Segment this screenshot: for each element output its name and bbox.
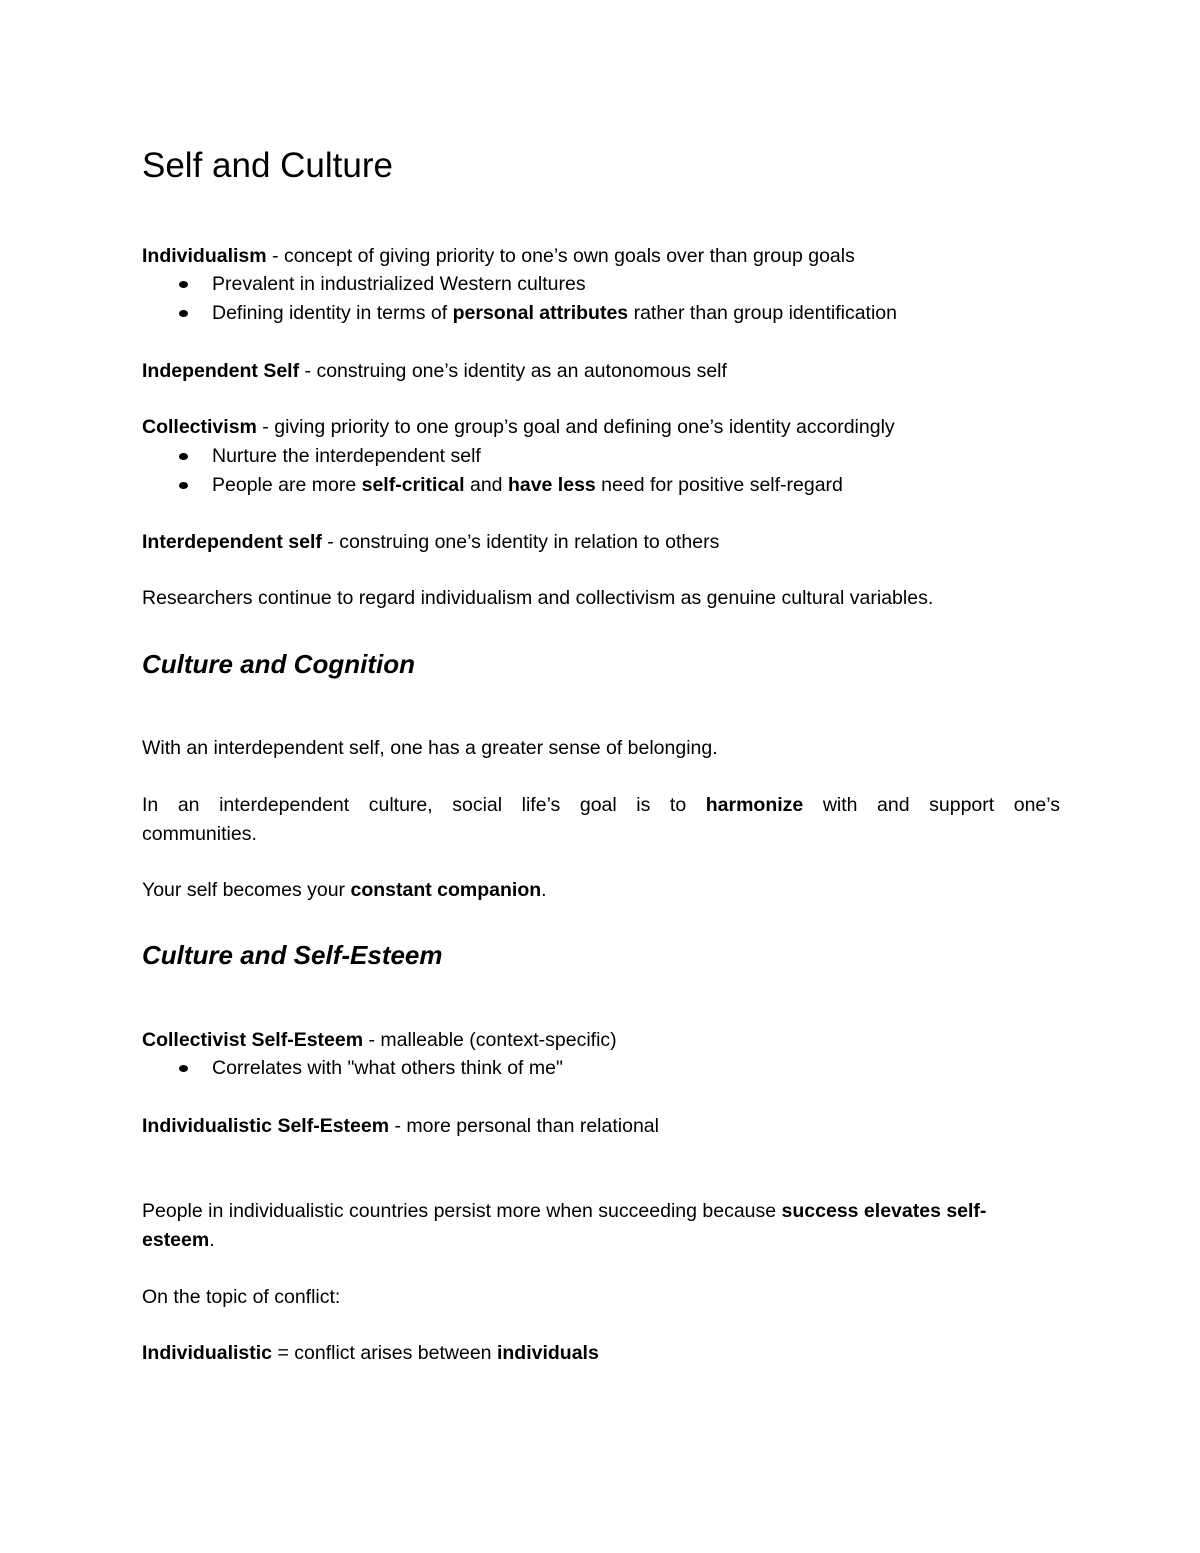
term-individualism: Individualism xyxy=(142,245,267,267)
bullet-icon xyxy=(179,1065,188,1072)
emphasis-text: personal attributes xyxy=(452,301,629,324)
section-heading-cognition: Culture and Cognition xyxy=(142,649,415,679)
individualistic-self-esteem-definition xyxy=(142,1112,1060,1141)
emphasis-text: have less xyxy=(507,473,596,496)
emphasis-text: esteem xyxy=(142,1228,210,1251)
definition-text: - concept of giving priority to one’s own goals over than group goals xyxy=(266,245,855,267)
individualism-bullets xyxy=(142,270,897,327)
term-collectivist-self-esteem: Collectivist Self-Esteem xyxy=(142,1029,364,1051)
list-item-text: Nurture the interdependent self xyxy=(212,445,481,467)
persist-paragraph xyxy=(142,1197,1060,1254)
word: with xyxy=(822,794,858,816)
paragraph-text: . xyxy=(541,879,547,901)
emphasis-text: harmonize xyxy=(705,794,804,816)
bullet-icon xyxy=(179,310,188,317)
word: an xyxy=(177,794,200,816)
word: life’s xyxy=(521,794,561,816)
collectivism-definition xyxy=(142,413,1060,442)
list-item xyxy=(142,270,897,299)
list-item-text: Prevalent in industrialized Western cultures xyxy=(212,273,586,295)
conflict-intro: On the topic of conflict: xyxy=(142,1286,341,1308)
interdependent-self-definition xyxy=(142,528,1060,557)
collectivism-bullets xyxy=(142,442,843,499)
list-item-text: rather than group identification xyxy=(628,301,897,324)
word: support xyxy=(929,794,995,816)
word: social xyxy=(452,794,503,816)
term-collectivism: Collectivism xyxy=(142,416,257,438)
word: culture, xyxy=(368,794,433,816)
page-title: Self and Culture xyxy=(142,146,393,185)
cognition-paragraph-3 xyxy=(142,876,1060,905)
list-item xyxy=(142,442,843,471)
definition-text: - giving priority to one group’s goal and defining one’s identity accordingly xyxy=(256,416,895,438)
definition-text: - construing one’s identity in relation to others xyxy=(321,531,720,553)
word: goal xyxy=(579,794,617,816)
paragraph-text: People in individualistic countries persist more when succeeding because xyxy=(142,1200,782,1222)
list-item-text: and xyxy=(464,473,508,496)
bullet-icon xyxy=(179,453,188,460)
word: to xyxy=(669,794,687,816)
justified-line xyxy=(142,791,1060,820)
word: In xyxy=(142,794,159,816)
definition-text: = conflict arises between xyxy=(272,1342,497,1364)
paragraph-line xyxy=(142,1197,1060,1226)
list-item xyxy=(142,299,897,328)
word: is xyxy=(636,794,651,816)
list-item xyxy=(142,1054,563,1083)
word: and xyxy=(877,794,910,816)
bullet-icon xyxy=(179,482,188,489)
term-individualistic-self-esteem: Individualistic Self-Esteem xyxy=(142,1115,390,1137)
term-individualistic: Individualistic xyxy=(142,1342,273,1364)
conflict-definition xyxy=(142,1339,1060,1368)
word: interdependent xyxy=(219,794,350,816)
definition-text: - malleable (context-specific) xyxy=(363,1029,617,1051)
list-item xyxy=(142,471,843,500)
word: one’s xyxy=(1013,794,1060,816)
researchers-paragraph: Researchers continue to regard individualism and collectivism as genuine cultural variables. xyxy=(142,587,934,609)
term-independent-self: Independent Self xyxy=(142,360,300,382)
paragraph-text: . xyxy=(209,1228,215,1251)
list-item-text: Defining identity in terms of xyxy=(212,301,453,324)
paragraph-text: Your self becomes your xyxy=(142,879,351,901)
term-interdependent-self: Interdependent self xyxy=(142,531,322,553)
emphasis-text: self-critical xyxy=(361,473,465,496)
emphasis-text: success elevates self- xyxy=(781,1200,987,1222)
section-heading-self-esteem: Culture and Self-Esteem xyxy=(142,940,443,970)
independent-self-definition xyxy=(142,357,1060,386)
individualism-definition xyxy=(142,242,1060,271)
emphasis-text: individuals xyxy=(496,1342,599,1364)
collectivist-self-esteem-definition xyxy=(142,1026,1060,1055)
paragraph-line xyxy=(142,1226,1060,1255)
paragraph-line: communities. xyxy=(142,822,257,845)
emphasis-text: constant companion xyxy=(350,879,542,901)
cognition-paragraph-2 xyxy=(142,791,1060,848)
list-item-text: need for positive self-regard xyxy=(595,473,843,496)
bullet-icon xyxy=(179,281,188,288)
definition-text: - more personal than relational xyxy=(389,1115,659,1137)
definition-text: - construing one’s identity as an autonomous self xyxy=(299,360,727,382)
list-item-text: Correlates with "what others think of me" xyxy=(212,1057,563,1079)
collectivist-bullets xyxy=(142,1054,563,1083)
list-item-text: People are more xyxy=(212,473,362,496)
cognition-paragraph-1: With an interdependent self, one has a greater sense of belonging. xyxy=(142,737,718,759)
